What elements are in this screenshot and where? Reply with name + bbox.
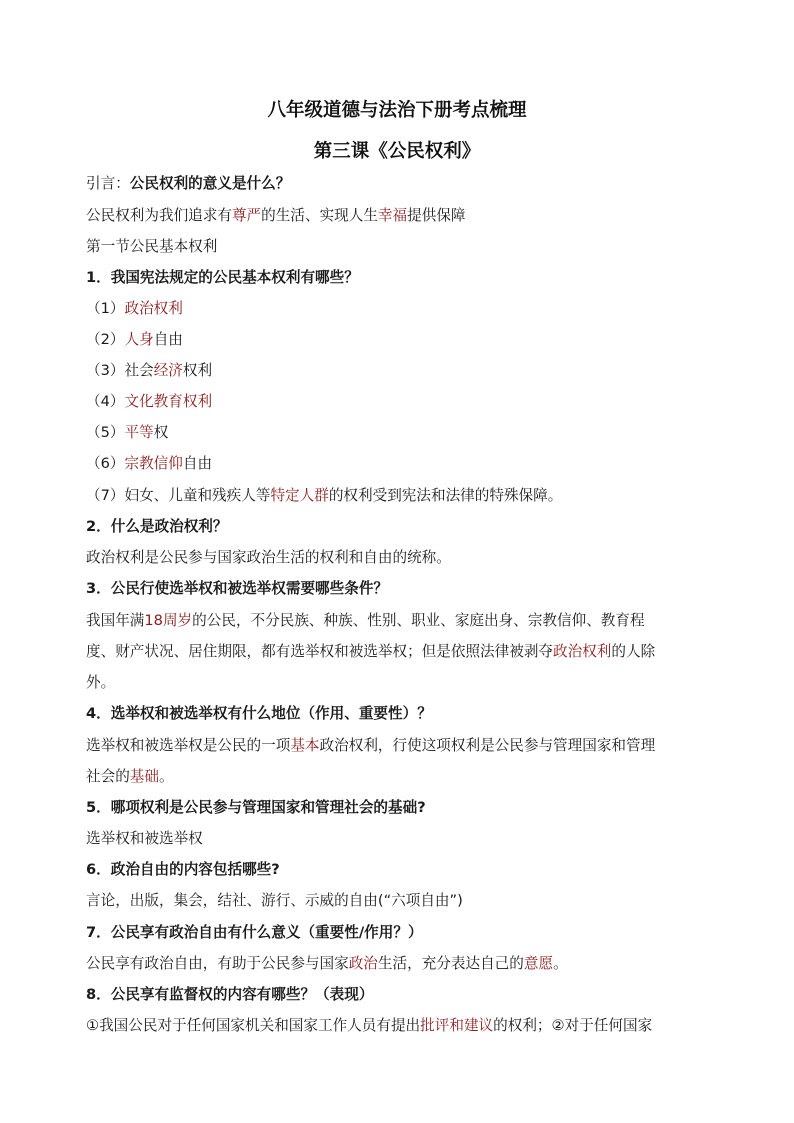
- question-6: 6．政治自由的内容包括哪些?: [86, 861, 280, 878]
- answer-7: [86, 954, 710, 974]
- text: 自由: [153, 331, 183, 348]
- intro-question: 公民权利的意义是什么？: [129, 175, 291, 192]
- text: 权: [153, 424, 169, 441]
- intro-answer-line: [86, 206, 710, 226]
- list-item: [86, 361, 710, 381]
- highlight: 政治权利: [553, 643, 612, 660]
- answer-3-line-2: [86, 642, 710, 662]
- highlight: 宗教信仰: [124, 455, 183, 472]
- text: ①我国公民对于任何国家机关和国家工作人员有提出: [86, 1017, 421, 1034]
- text: 生活，充分表达自己的: [377, 955, 524, 972]
- text: 社会: [124, 362, 154, 379]
- text: 自由: [182, 455, 213, 472]
- question-4: 4．选举权和被选举权有什么地位（作用、重要性）？: [86, 705, 432, 722]
- text: 公民享有政治自由，有助于公民参与国家: [86, 955, 349, 972]
- item-number: （6）: [86, 455, 125, 472]
- list-item: [86, 392, 710, 412]
- question-8: 8．公民享有监督权的内容有哪些？（表现）: [86, 986, 374, 1003]
- text: 我国年满: [86, 612, 145, 629]
- question-7: 7．公民享有政治自由有什么意义（重要性/作用？）: [86, 924, 423, 941]
- answer-5: 选举权和被选举权: [86, 830, 203, 847]
- highlight: 文化教育权利: [124, 393, 213, 410]
- text: 的人除: [611, 643, 656, 660]
- item-number: （2）: [86, 331, 125, 348]
- highlight: 基本: [290, 737, 320, 754]
- text: 妇女、儿童和残疾人等: [124, 487, 271, 504]
- question-2: 2．什么是政治权利？: [86, 518, 228, 535]
- highlight: 经济: [153, 362, 183, 379]
- highlight: 特定人群: [270, 487, 329, 504]
- highlight: 基础: [129, 768, 159, 785]
- text: 社会的: [86, 768, 130, 785]
- text: 权利: [182, 362, 213, 379]
- list-item: [86, 330, 710, 350]
- highlight: 意愿: [523, 955, 554, 972]
- question-5: 5．哪项权利是公民参与管理国家和管理社会的基础?: [86, 799, 426, 816]
- answer-6: 言论，出版，集会，结社、游行、示威的自由(“六项自由”): [86, 892, 463, 909]
- section-title: 第一节公民基本权利: [86, 238, 218, 255]
- highlight: 人身: [124, 331, 154, 348]
- question-1: 1．我国宪法规定的公民基本权利有哪些？: [86, 269, 359, 286]
- highlight: 政治权利: [124, 300, 183, 317]
- highlight: 平等: [124, 424, 154, 441]
- highlight: 尊严: [231, 207, 262, 224]
- text: 选举权和被选举权是公民的一项: [86, 737, 291, 754]
- question-3: 3．公民行使选举权和被选举权需要哪些条件？: [86, 580, 389, 597]
- list-item: [86, 454, 710, 474]
- highlight: 18周岁: [144, 612, 193, 629]
- highlight: 政治: [348, 955, 378, 972]
- lesson-subtitle: 第三课《公民权利》: [313, 141, 481, 162]
- text: 度、财产状况、居住期限，都有选举权和被选举权；但是依照法律被剥夺: [86, 643, 554, 660]
- text: 公民权利为我们追求有: [86, 207, 232, 224]
- text: 。: [553, 955, 568, 972]
- list-item: [86, 486, 710, 506]
- text: 提供保障: [407, 207, 466, 224]
- list-item: [86, 299, 710, 319]
- text: 的权利受到宪法和法律的特殊保障。: [328, 487, 563, 504]
- highlight: 批评和建议: [420, 1017, 494, 1034]
- item-number: （4）: [86, 393, 125, 410]
- document-title: 八年级道德与法治下册考点梳理: [267, 100, 527, 121]
- item-number: （7）: [86, 487, 125, 504]
- answer-4-line-2: [86, 767, 710, 787]
- item-number: （3）: [86, 362, 125, 379]
- text: 政治权利，行使这项权利是公民参与管理国家和管理: [319, 737, 656, 754]
- answer-2: 政治权利是公民参与国家政治生活的权利和自由的统称。: [86, 549, 451, 566]
- intro-question-line: [86, 174, 710, 194]
- list-item: [86, 423, 710, 443]
- answer-3-line-1: [86, 611, 710, 631]
- text: 。: [159, 768, 174, 785]
- text: 的生活、实现人生: [261, 207, 378, 224]
- answer-4-line-1: [86, 736, 710, 756]
- answer-3-line-3: 外。: [86, 674, 116, 691]
- item-number: （1）: [86, 300, 125, 317]
- text: 的权利；②对于任何国家: [493, 1017, 653, 1034]
- item-number: （5）: [86, 424, 125, 441]
- highlight: 幸福: [377, 207, 408, 224]
- answer-8: [86, 1016, 710, 1036]
- text: 的公民，不分民族、种族、性别、职业、家庭出身、宗教信仰、教育程: [192, 612, 645, 629]
- intro-label: 引言：: [86, 175, 130, 192]
